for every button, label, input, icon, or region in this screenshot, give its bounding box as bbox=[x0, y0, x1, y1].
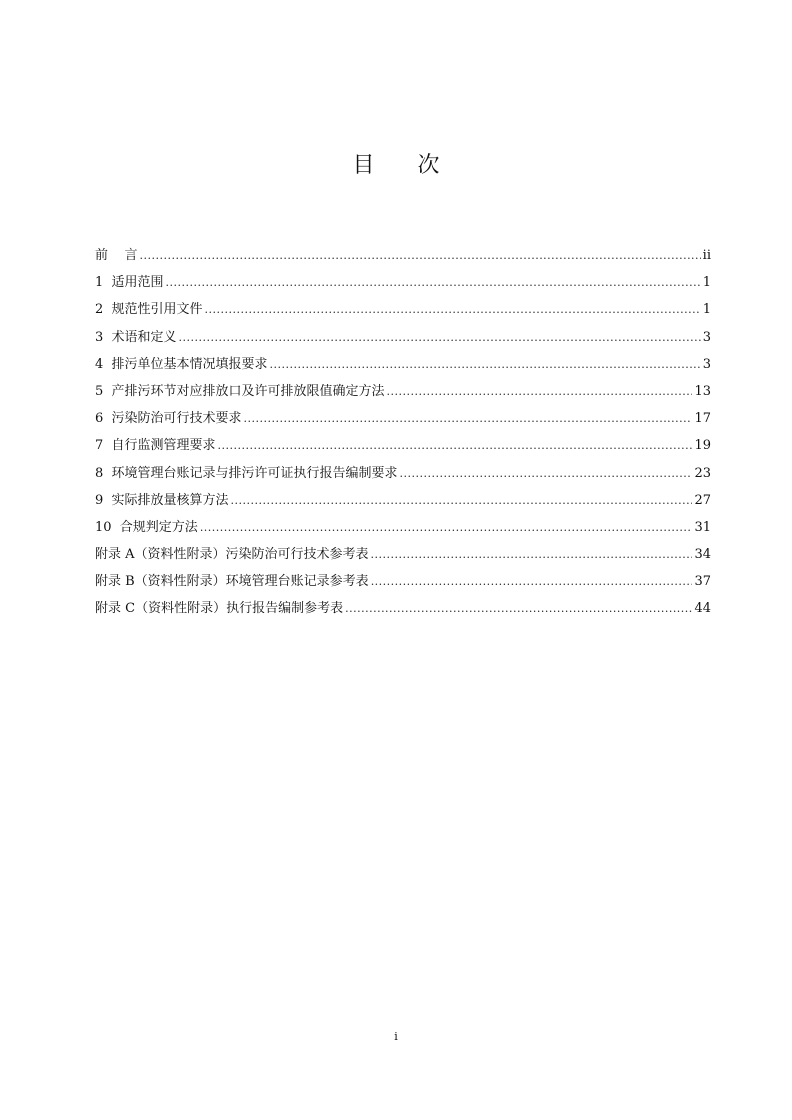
toc-entry-label: 附录 A（资料性附录）污染防治可行技术参考表 bbox=[95, 547, 369, 563]
toc-entry-page: 1 bbox=[702, 275, 711, 291]
toc-entry-label: 5 产排污环节对应排放口及许可排放限值确定方法 bbox=[95, 383, 385, 399]
toc-entry-label: 前 言 bbox=[95, 248, 138, 263]
toc-entry-2[interactable] bbox=[95, 300, 717, 327]
toc-dot-leader bbox=[166, 273, 701, 293]
toc-entry-page: 13 bbox=[694, 383, 711, 399]
toc-entry-label: 4 排污单位基本情况填报要求 bbox=[95, 356, 268, 372]
toc-entry-page: 19 bbox=[694, 438, 711, 454]
toc-entry-label: 7 自行监测管理要求 bbox=[95, 438, 216, 454]
toc-entry-3[interactable] bbox=[95, 328, 717, 355]
toc-entry-appendix-c[interactable] bbox=[95, 599, 717, 626]
toc-entry-page: 23 bbox=[694, 465, 711, 481]
toc-entry-6[interactable] bbox=[95, 409, 717, 436]
toc-dot-leader bbox=[231, 491, 693, 511]
toc-entry-label: 10 合规判定方法 bbox=[95, 519, 198, 535]
toc-entry-label: 2 规范性引用文件 bbox=[95, 302, 203, 318]
toc-dot-leader bbox=[387, 382, 693, 402]
toc-entry-label: 附录 B（资料性附录）环境管理台账记录参考表 bbox=[95, 574, 369, 590]
toc-dot-leader bbox=[345, 599, 692, 619]
table-of-contents bbox=[95, 246, 717, 627]
toc-entry-9[interactable] bbox=[95, 491, 717, 518]
toc-dot-leader bbox=[371, 572, 693, 592]
toc-entry-page: 37 bbox=[694, 574, 711, 590]
toc-entry-page: 17 bbox=[694, 411, 711, 427]
toc-dot-leader bbox=[200, 518, 693, 538]
toc-dot-leader bbox=[244, 409, 693, 429]
toc-entry-page: 27 bbox=[694, 492, 711, 508]
toc-entry-1[interactable] bbox=[95, 273, 717, 300]
toc-entry-label: 3 术语和定义 bbox=[95, 329, 177, 345]
toc-entry-page: 3 bbox=[702, 329, 711, 345]
toc-dot-leader bbox=[400, 464, 693, 484]
toc-dot-leader bbox=[218, 436, 693, 456]
toc-entry-appendix-a[interactable] bbox=[95, 545, 717, 572]
toc-entry-page: 31 bbox=[694, 519, 711, 535]
toc-entry-page: 3 bbox=[702, 356, 711, 372]
toc-entry-page: 44 bbox=[694, 601, 711, 617]
page-number: i bbox=[394, 1030, 398, 1043]
toc-entry-label: 6 污染防治可行技术要求 bbox=[95, 411, 242, 427]
toc-entry-page: 34 bbox=[694, 547, 711, 563]
toc-entry-label: 8 环境管理台账记录与排污许可证执行报告编制要求 bbox=[95, 465, 398, 481]
toc-entry-page: ii bbox=[702, 248, 711, 263]
toc-entry-7[interactable] bbox=[95, 436, 717, 463]
toc-entry-10[interactable] bbox=[95, 518, 717, 545]
page-title: 目 次 bbox=[352, 153, 458, 178]
toc-dot-leader bbox=[270, 355, 701, 375]
toc-dot-leader bbox=[205, 300, 701, 320]
toc-dot-leader bbox=[179, 328, 701, 348]
toc-entry-label: 附录 C（资料性附录）执行报告编制参考表 bbox=[95, 601, 344, 617]
toc-entry-foreword[interactable] bbox=[95, 246, 717, 273]
toc-entry-4[interactable] bbox=[95, 355, 717, 382]
toc-entry-label: 9 实际排放量核算方法 bbox=[95, 492, 229, 508]
toc-entry-page: 1 bbox=[702, 302, 711, 318]
toc-entry-8[interactable] bbox=[95, 464, 717, 491]
toc-entry-label: 1 适用范围 bbox=[95, 275, 164, 291]
toc-entry-appendix-b[interactable] bbox=[95, 572, 717, 599]
toc-dot-leader bbox=[140, 246, 701, 266]
toc-dot-leader bbox=[371, 545, 693, 565]
toc-entry-5[interactable] bbox=[95, 382, 717, 409]
